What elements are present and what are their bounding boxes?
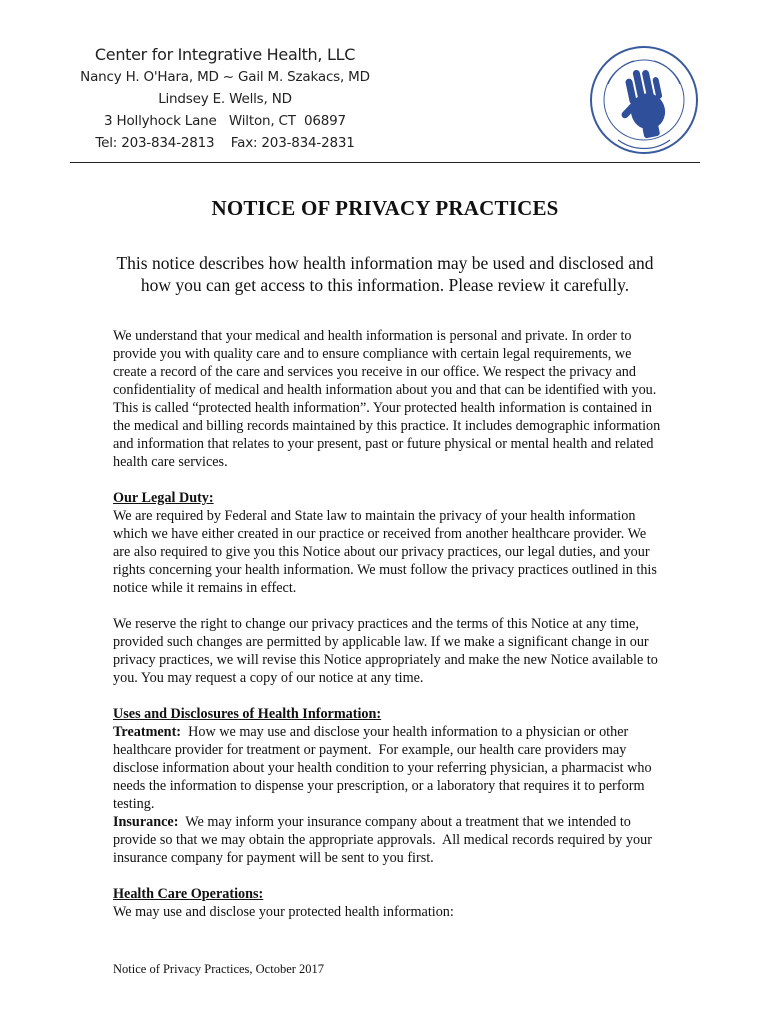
practice-name: Center for Integrative Health, LLC <box>94 45 356 64</box>
notice-body <box>113 327 663 921</box>
letterhead <box>70 44 380 154</box>
legal-duty-paragraph: We are required by Federal and State law to maintain the privacy of your health information which we have either created in our practice or received from another healthcare provider. We are also required to give you this Notice about our privacy practices, our legal duties, and your rights concerning your health information. We must follow the privacy practices outlined in this notice while it remains in effect. <box>113 508 657 596</box>
practice-address: 3 Hollyhock Lane Wilton, CT 06897 <box>104 113 346 129</box>
operations-heading: Health Care Operations: <box>113 886 264 902</box>
provider-names: Nancy H. O'Hara, MD ~ Gail M. Szakacs, MD <box>80 69 370 85</box>
provider-name-2: Lindsey E. Wells, ND <box>158 91 292 107</box>
header-divider <box>70 162 700 163</box>
hand-print-logo-icon <box>588 44 700 156</box>
insurance-paragraph <box>113 813 663 867</box>
page-title: NOTICE OF PRIVACY PRACTICES <box>211 196 559 220</box>
page-footer: Notice of Privacy Practices, October 2017 <box>113 962 325 976</box>
practice-phone-fax: Tel: 203-834-2813 Fax: 203-834-2831 <box>95 135 355 151</box>
legal-duty-heading: Our Legal Duty: <box>113 490 214 506</box>
insurance-text: We may inform your insurance company about a treatment that we intended to provide so that we may obtain the appropriate approvals. All medical records required by your insurance company for payment will be sent to you first. <box>113 814 656 866</box>
reserve-paragraph: We reserve the right to change our privacy practices and the terms of this Notice at any time, provided such changes are permitted by applicable law. If we make a significant change in our privacy practices, we will revise this Notice appropriately and make the new Notice available to you. You may request a copy of our notice at any time. <box>113 616 658 686</box>
notice-subtitle: This notice describes how health information may be used and disclosed and how you can get access to this information. Please review it carefully. <box>116 253 654 295</box>
treatment-text: How we may use and disclose your health information to a physician or other healthcare provider for treatment or payment. For example, our health care providers may disclose information about your health condition to your referring physician, a pharmacist who needs the information to dispense your prescription, or a laboratory that requires it to perform testing. <box>113 724 656 812</box>
operations-paragraph: We may use and disclose your protected health information: <box>113 904 454 920</box>
uses-heading: Uses and Disclosures of Health Information: <box>113 706 382 722</box>
treatment-paragraph <box>113 723 663 813</box>
treatment-label: Treatment: <box>113 724 182 740</box>
intro-paragraph: We understand that your medical and health information is personal and private. In order to provide you with quality care and to ensure compliance with certain legal requirements, we create a record of the care and services you receive in our office. We respect the privacy and confidentiality of medical and health information about you and that can be identified with you. This is called “protected health information”. Your protected health information is contained in the medical and billing records maintained by this practice. It includes demographic information and information that relates to your present, past or future physical or mental health and related health care services. <box>113 328 661 470</box>
insurance-label: Insurance: <box>113 814 179 830</box>
